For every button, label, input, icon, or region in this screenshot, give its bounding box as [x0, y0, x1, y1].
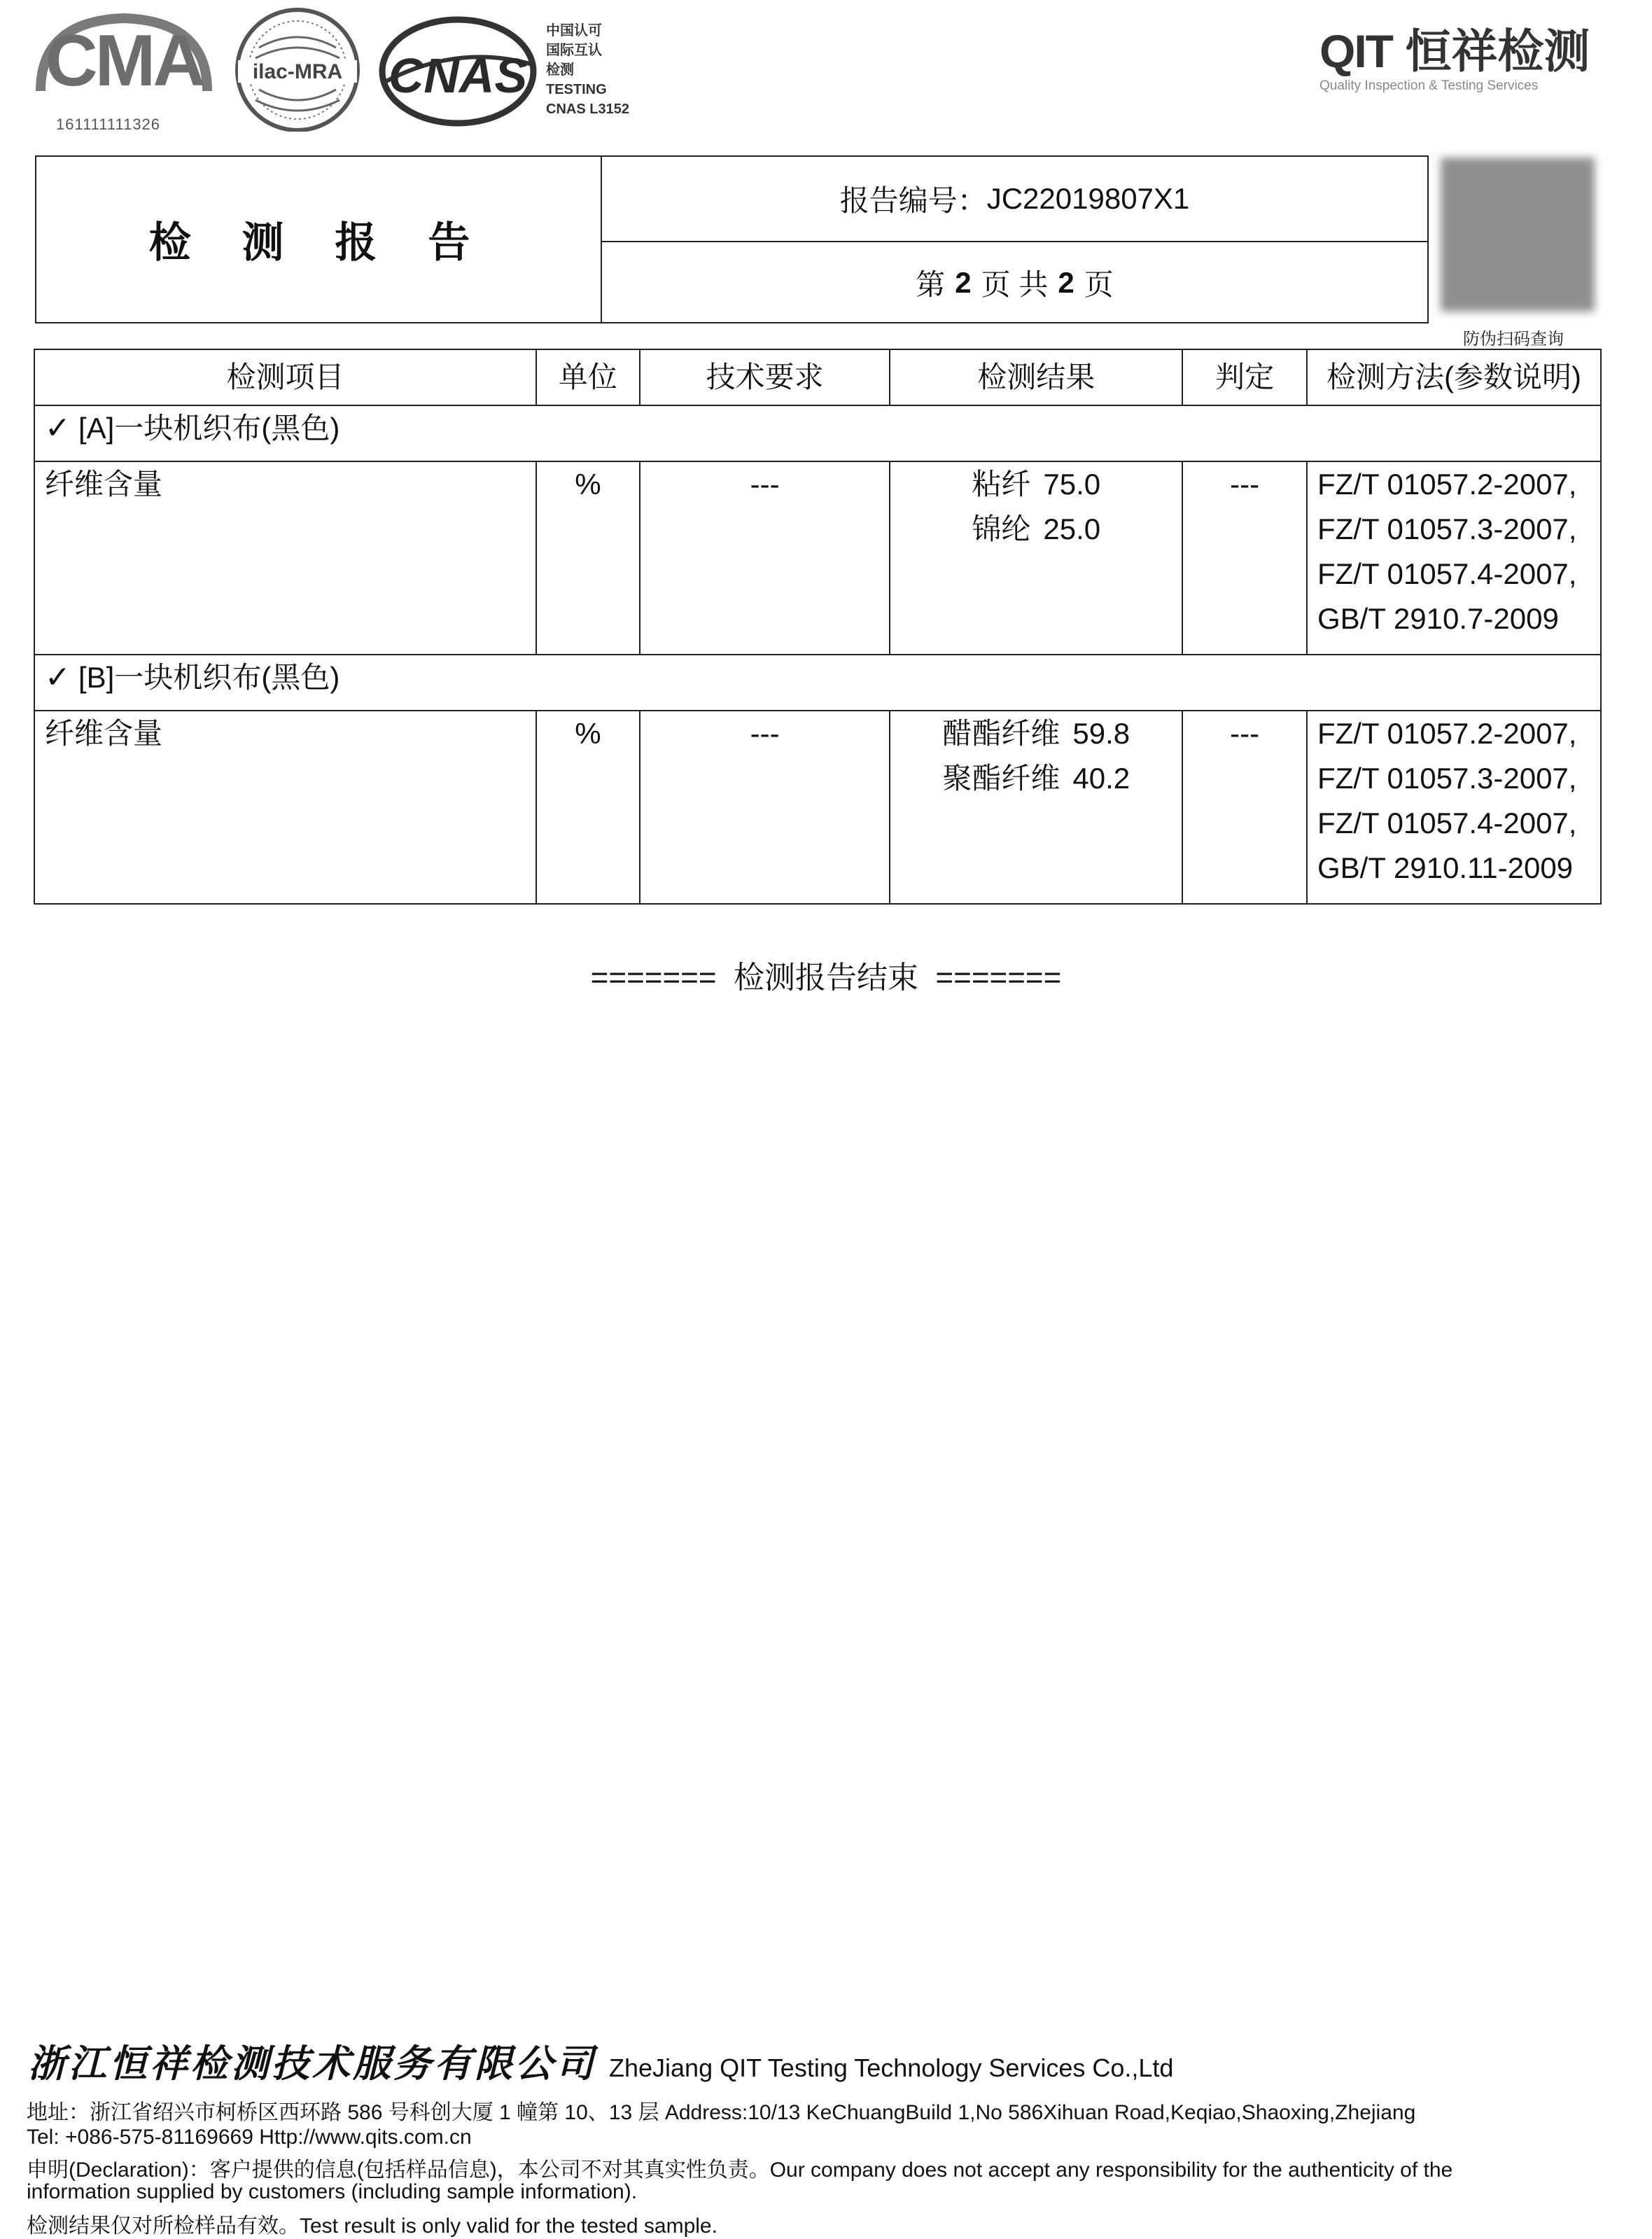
report-number-row: [602, 157, 1427, 242]
section-title: [B]一块机织布(黑色): [78, 661, 340, 694]
page-total: 2: [1058, 266, 1074, 299]
result-line: [900, 756, 1172, 801]
section-title-cell: [34, 655, 1601, 711]
section-title: [A]一块机织布(黑色): [78, 412, 340, 445]
result: [890, 711, 1182, 904]
report-number: JC22019807X1: [986, 182, 1190, 215]
cma-number: 161111111326: [56, 116, 161, 133]
company-name-cn: 浙江恒祥检测技术服务有限公司: [28, 2041, 596, 2086]
test-results-table: [34, 349, 1602, 905]
result: [890, 461, 1182, 655]
requirement: ---: [640, 711, 890, 904]
footer-contact: Tel: +086-575-81169669 Http://www.qits.com.cn: [27, 2126, 472, 2149]
ilac-mra-text: ilac-MRA: [252, 60, 343, 83]
method-standard: FZ/T 01057.3-2007,: [1317, 762, 1577, 795]
footer-validity: 检测结果仅对所检样品有效。Test result is only valid for the tested sample.: [27, 2214, 718, 2238]
result-line: [900, 711, 1172, 756]
qit-logo-cn: 恒祥检测: [1405, 25, 1590, 77]
page-indicator: [602, 242, 1427, 323]
result-line: [900, 507, 1172, 552]
section-title-cell: [34, 405, 1601, 461]
qr-label: 防伪扫码查询: [1463, 329, 1564, 349]
cnas-line: CNAS L3152: [546, 102, 629, 117]
page-mid: 页 共: [981, 268, 1049, 301]
header-result: 检测结果: [890, 349, 1182, 405]
fiber-value: 40.2: [1072, 762, 1130, 795]
method-standard: FZ/T 01057.4-2007,: [1317, 557, 1577, 590]
unit: %: [536, 711, 640, 904]
header-unit: 单位: [536, 349, 640, 405]
qit-logo: [1320, 27, 1590, 94]
method: [1307, 461, 1601, 655]
method-standard: FZ/T 01057.2-2007,: [1317, 468, 1577, 501]
judgement: ---: [1182, 461, 1307, 655]
ilac-mra-logo: [231, 6, 364, 132]
method: [1307, 711, 1601, 904]
report-number-box: [601, 155, 1429, 323]
cnas-accreditation-text: [546, 21, 629, 119]
table-row: [34, 711, 1601, 904]
footer-address: 地址：浙江省绍兴市柯桥区西环路 586 号科创大厦 1 幢第 10、13 层 Address:10/13 KeChuangBuild 1,No 586Xihuan Road,Keqiao,Shaoxing,Zhejiang: [27, 2101, 1416, 2124]
cnas-line: 检测: [546, 62, 574, 78]
method-standard: FZ/T 01057.2-2007,: [1317, 717, 1577, 750]
fiber-name: 醋酯纤维: [942, 717, 1060, 750]
anti-counterfeit-qr-code[interactable]: [1441, 158, 1595, 312]
footer-declaration-1: 申明(Declaration)：客户提供的信息(包括样品信息)，本公司不对其真实性负责。Our company does not accept any responsibility for the authenticity of the: [27, 2158, 1453, 2182]
fiber-value: 75.0: [1043, 468, 1101, 501]
page-current: 2: [955, 266, 972, 299]
page-prefix: 第: [916, 268, 946, 301]
method-standard: FZ/T 01057.3-2007,: [1317, 512, 1577, 545]
check-icon: ✓: [45, 411, 71, 445]
test-item: 纤维含量: [34, 711, 536, 904]
test-item: 纤维含量: [34, 461, 536, 655]
unit: %: [536, 461, 640, 655]
fiber-value: 59.8: [1072, 717, 1130, 750]
report-title: 检 测 报 告: [148, 218, 489, 267]
header-requirement: 技术要求: [640, 349, 890, 405]
fiber-value: 25.0: [1043, 512, 1101, 545]
report-end-marker: ======= 检测报告结束 =======: [590, 961, 1062, 995]
fiber-name: 聚酯纤维: [942, 762, 1060, 795]
qit-logo-mark: QIT: [1320, 25, 1392, 77]
cnas-line: 中国认可: [546, 23, 602, 39]
fiber-name: 粘纤: [972, 468, 1031, 501]
method-standard: FZ/T 01057.4-2007,: [1317, 807, 1577, 839]
method-standard: GB/T 2910.7-2009: [1317, 602, 1559, 635]
report-number-label: 报告编号：: [839, 184, 987, 217]
judgement: ---: [1182, 711, 1307, 904]
header-method: 检测方法(参数说明): [1307, 349, 1601, 405]
section-row-b: [34, 655, 1601, 711]
check-icon: ✓: [45, 660, 71, 695]
qit-logo-title: [1320, 27, 1590, 76]
cnas-line: TESTING: [546, 82, 607, 97]
result-line: [900, 462, 1172, 507]
cnas-line: 国际互认: [546, 43, 602, 58]
cma-logo: [31, 7, 217, 119]
table-row: [34, 461, 1601, 655]
cnas-logo-text: CNAS: [388, 48, 528, 103]
cnas-logo: [378, 15, 538, 127]
footer-declaration-2: information supplied by customers (including sample information).: [27, 2180, 638, 2203]
cma-logo-text: CMA: [45, 20, 203, 102]
requirement: ---: [640, 461, 890, 655]
qit-logo-tagline: Quality Inspection & Testing Services: [1320, 78, 1539, 93]
report-title-box: [35, 155, 602, 323]
fiber-name: 锦纶: [972, 512, 1031, 545]
footer-company: [28, 2034, 1173, 2088]
header-test-item: 检测项目: [34, 349, 536, 405]
page-suffix: 页: [1084, 268, 1114, 301]
header-judgement: 判定: [1182, 349, 1307, 405]
section-row-a: [34, 405, 1601, 461]
method-standard: GB/T 2910.11-2009: [1317, 851, 1574, 884]
table-header-row: [34, 349, 1601, 405]
company-name-en: ZheJiang QIT Testing Technology Services Co.,Ltd: [609, 2053, 1174, 2082]
